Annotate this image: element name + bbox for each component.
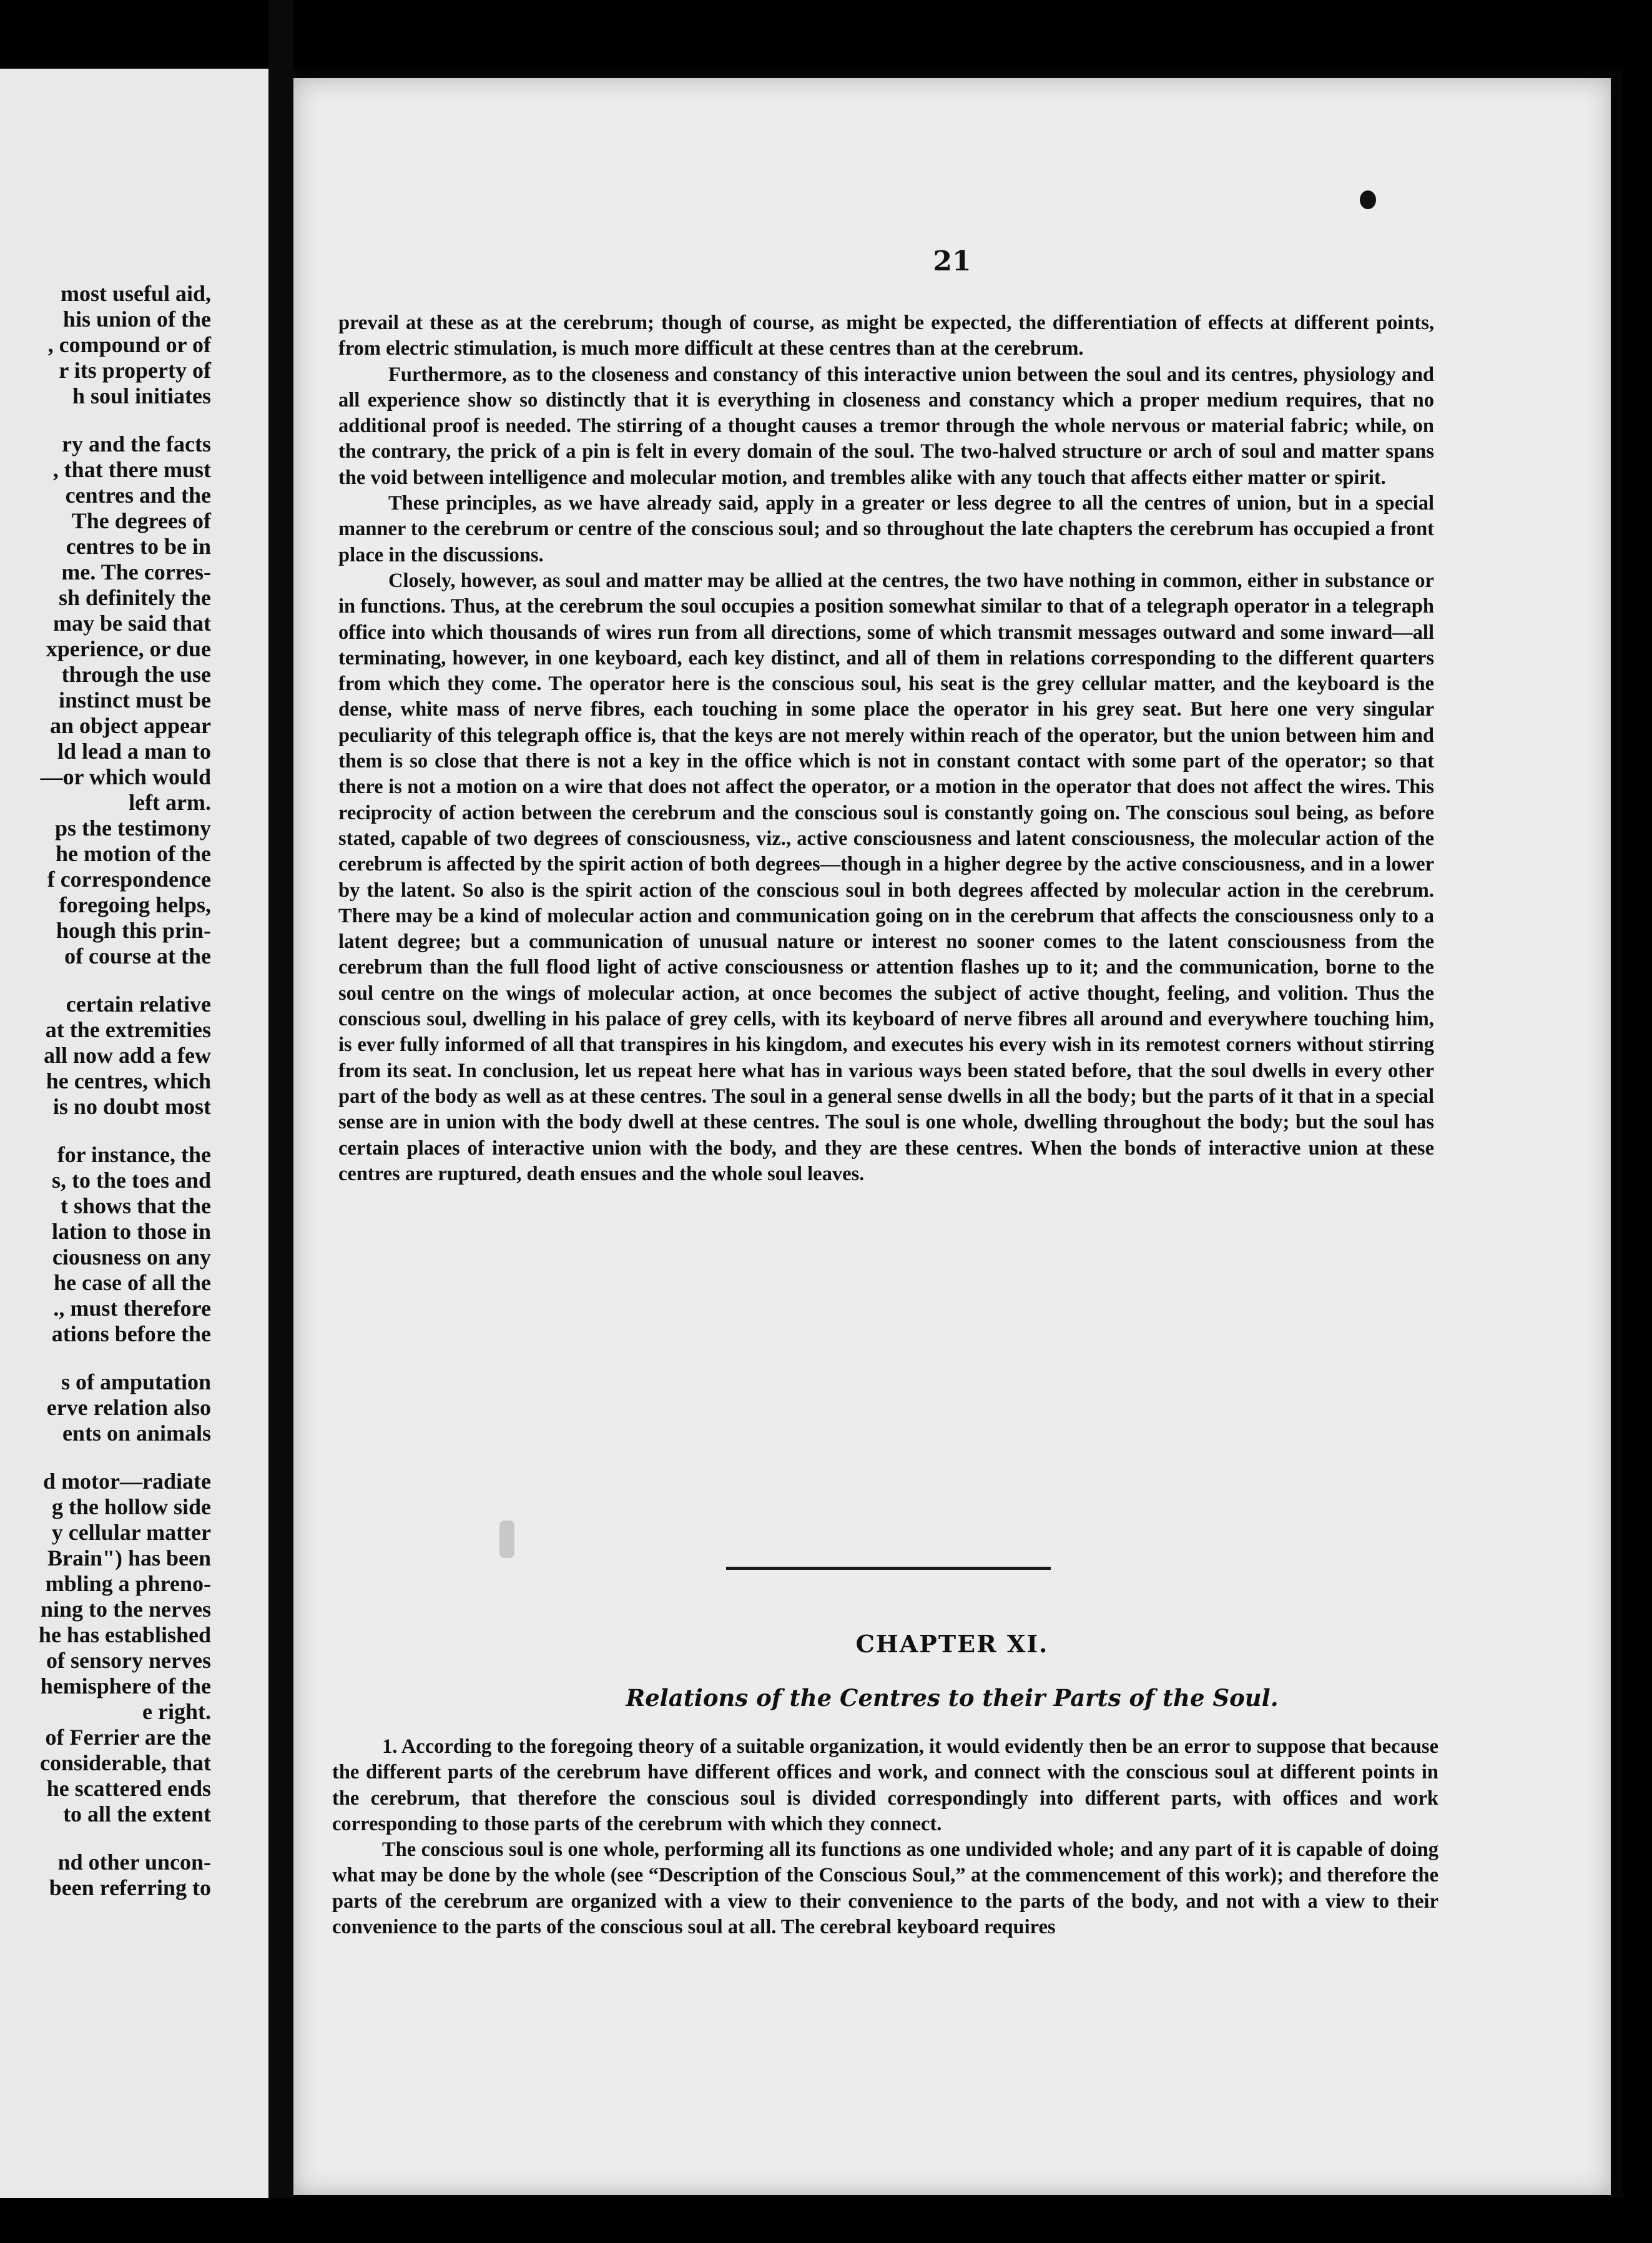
left-page-fragment [0, 69, 268, 2198]
left-page-line: ations before the [51, 1321, 211, 1346]
left-page-line: Brain") has been [47, 1545, 211, 1570]
left-page-line: erve relation also [46, 1395, 211, 1420]
left-page-line: s, to the toes and [51, 1168, 211, 1193]
left-page-line: xperience, or due [46, 636, 211, 661]
left-page-line: an object appear [50, 713, 211, 738]
ink-speck [1360, 190, 1376, 209]
left-page-line: for instance, the [57, 1142, 211, 1167]
scan-smudge [499, 1521, 514, 1558]
left-page-line: of course at the [64, 944, 211, 969]
left-page-line: may be said that [52, 611, 211, 636]
left-page-line: t shows that the [60, 1193, 211, 1218]
left-page-line: r its property of [59, 358, 211, 383]
left-page-line: lation to those in [51, 1219, 211, 1244]
book-gutter [268, 0, 293, 2243]
left-page-line: e right. [142, 1699, 211, 1724]
left-page-line: left arm. [129, 790, 211, 815]
paragraph-telegraph: Closely, however, as soul and matter may be allied at the centres, the two have nothing in common, either in substance or in functions. Thus, at the cerebrum the soul occupies a position somewhat similar to that of a telegraph operator in a telegraph office into which thousands of wires run from all directions, some of which transmit messages outward and some inward—all terminating, however, in one keyboard, each key distinct, and all of them in relations corresponding to the different quarters from which they come. The operator here is the conscious soul, his seat is the grey cellular matter, and the keyboard is the dense, white mass of nerve fibres, each touching in some place the operator in his grey seat. But here one very singular peculiarity of this telegraph office is, that the keys are not merely within reach of the operator, but the union between him and them is so close that there is not a key in the office which is not in constant contact with some part of the operator; so that there is not a motion on a wire that does not affect the operator, or a motion in the operator that does not affect the wires. This reciprocity of action between the cerebrum and the conscious soul is constantly going on. The conscious soul being, as before stated, capable of two degrees of consciousness, viz., active consciousness and latent consciousness, the molecular action of the cerebrum is affected by the spirit action of both degrees—though in a higher degree by the active consciousness, and in a lower by the latent. So also is the spirit action of the conscious soul in both degrees affected by molecular action in the cerebrum. There may be a kind of molecular action and communication going on in the cerebrum that affects the consciousness only to a latent degree; but a communication of unusual nature or interest no sooner comes to the latent consciousness from the cerebrum than the full flood light of active consciousness or attention flashes up to it; and the communication, borne to the soul centre on the wings of molecular action, at once becomes the subject of active thought, feeling, and volition. Thus the conscious soul, dwelling in his palace of grey cells, with its keyboard of nerve fibres all around and everywhere touching him, is ever fully informed of all that transpires in his kingdom, and executes his every wish in its remotest corners without stirring from its seat. In conclusion, let us repeat here what has in various ways been stated before, that the soul dwells in every other part of the body as well as at these centres. The soul in a general sense dwells in all the body; but the parts of it that in a special sense are in union with the body dwell at these centres. The soul is one whole, dwelling throughout the body; but the soul has certain places of interactive union with the body, and they are these centres. When the bonds of interactive union at these centres are ruptured, death ensues and the whole soul leaves. [338, 569, 1434, 1185]
left-page-line: ld lead a man to [57, 739, 211, 764]
body-text [338, 310, 1434, 1187]
left-page-line: sh definitely the [58, 585, 211, 610]
left-page-line: d motor—radiate [43, 1469, 211, 1494]
left-page-line: g the hollow side [51, 1494, 211, 1519]
left-page-line: centres to be in [66, 534, 211, 559]
scan-border-top [0, 0, 1652, 69]
left-page-line: of Ferrier are the [45, 1725, 211, 1750]
chapter-body-text [332, 1734, 1438, 1940]
chapter-heading: CHAPTER XI. [855, 1630, 1049, 1658]
left-page-line: his union of the [62, 307, 211, 332]
left-page-line: hough this prin- [56, 918, 211, 943]
left-page-line: foregoing helps, [59, 892, 211, 917]
left-page-line: instinct must be [58, 688, 211, 712]
left-page-line: ents on animals [62, 1421, 211, 1446]
left-page-line: he has established [38, 1622, 211, 1647]
left-page-line [0, 1446, 211, 1469]
left-page-line: at the extremities [45, 1017, 211, 1042]
left-page-line: centres and the [65, 483, 211, 508]
left-page-text-lines [0, 281, 211, 1901]
left-page-line [0, 409, 211, 431]
left-page-line [0, 1120, 211, 1142]
left-page-line: , that there must [52, 457, 211, 482]
left-page-line: The degrees of [71, 508, 211, 533]
left-page-line: certain relative [66, 992, 211, 1017]
left-page-line: he scattered ends [46, 1776, 211, 1801]
left-page-line: me. The corres- [61, 560, 211, 584]
left-page-line: considerable, that [40, 1750, 211, 1775]
chapter-subtitle: Relations of the Centres to their Parts of the Soul. [626, 1684, 1279, 1712]
left-page-line: all now add a few [43, 1043, 211, 1068]
left-page-line: to all the extent [63, 1802, 211, 1826]
left-page-line: he centres, which [46, 1068, 211, 1093]
left-page-line: ps the testimony [55, 816, 211, 841]
left-page-line: y cellular matter [51, 1520, 211, 1545]
paragraph-principles: These principles, as we have already said, apply in a greater or less degree to all the centres of union, but in a special manner to the cerebrum or centre of the conscious soul; and so throughout the late chapters the cerebrum has occupied a front place in the discussions. [338, 492, 1434, 566]
left-page-line: h soul initiates [72, 383, 211, 408]
scan-border-right [1623, 0, 1652, 2243]
left-page-line: —or which would [40, 764, 211, 789]
left-page-line: ., must therefore [53, 1296, 211, 1321]
left-page-line: f correspondence [47, 867, 211, 892]
left-page-line: mbling a phreno- [45, 1571, 211, 1596]
left-page-line: hemisphere of the [40, 1674, 211, 1698]
left-page-line: through the use [61, 662, 211, 687]
paragraph-continued: prevail at these as at the cerebrum; though of course, as might be expected, the differentiation of effects at different points, from electric stimulation, is much more difficult at these centres than at the cerebrum. [338, 312, 1434, 360]
left-page-line: ciousness on any [52, 1245, 211, 1269]
left-page-line [0, 1347, 211, 1369]
left-page-line [0, 1827, 211, 1850]
main-page [293, 78, 1611, 2195]
paragraph-closeness: Furthermore, as to the closeness and constancy of this interactive union between the soul and its centres, physiology and all experience show so distinctly that it is everything in closeness and constancy which a proper medium requires, that no additional proof is needed. The stirring of a thought causes a tremor through the whole nervous or material fabric; while, on the contrary, the prick of a pin is felt in every domain of the soul. The two-halved structure or arch of soul and matter spans the void between intelligence and molecular motion, and trembles alike with any touch that affects either matter or spirit. [338, 363, 1434, 489]
left-page-line: he case of all the [54, 1270, 211, 1295]
page-number: 21 [933, 245, 971, 277]
left-page-line: most useful aid, [60, 281, 211, 306]
left-page-line: ry and the facts [62, 431, 211, 456]
left-page-line [0, 969, 211, 992]
section-divider-rule [726, 1567, 1051, 1570]
left-page-line: of sensory nerves [46, 1648, 211, 1673]
left-page-line: he motion of the [56, 841, 211, 866]
left-page-line: been referring to [49, 1875, 211, 1900]
left-page-line: ning to the nerves [41, 1597, 211, 1622]
chapter-paragraph-1: 1. According to the foregoing theory of a suitable organization, it would evidently then be an error to suppose that because the different parts of the cerebrum have different offices and work, and connect with the conscious soul at different points in the cerebrum, that therefore the conscious soul is divided correspondingly into different parts, with offices and work corresponding to those parts of the cerebrum with which they connect. [332, 1735, 1438, 1835]
left-page-line: , compound or of [47, 332, 211, 357]
left-page-line: s of amputation [61, 1369, 211, 1394]
left-page-line: nd other uncon- [57, 1850, 211, 1875]
left-page-line: is no doubt most [52, 1094, 211, 1119]
chapter-paragraph-2: The conscious soul is one whole, performing all its functions as one undivided whole; and any part of it is capable of doing what may be done by the whole (see “Description of the Conscious Soul,” at the commencement of this work); and therefore the parts of the cerebrum are organized with a view to their convenience to the parts of the body, and not with a view to their convenience to the parts of the conscious soul at all. The cerebral keyboard requires [332, 1838, 1438, 1939]
scan-border-bottom [0, 2198, 1652, 2243]
